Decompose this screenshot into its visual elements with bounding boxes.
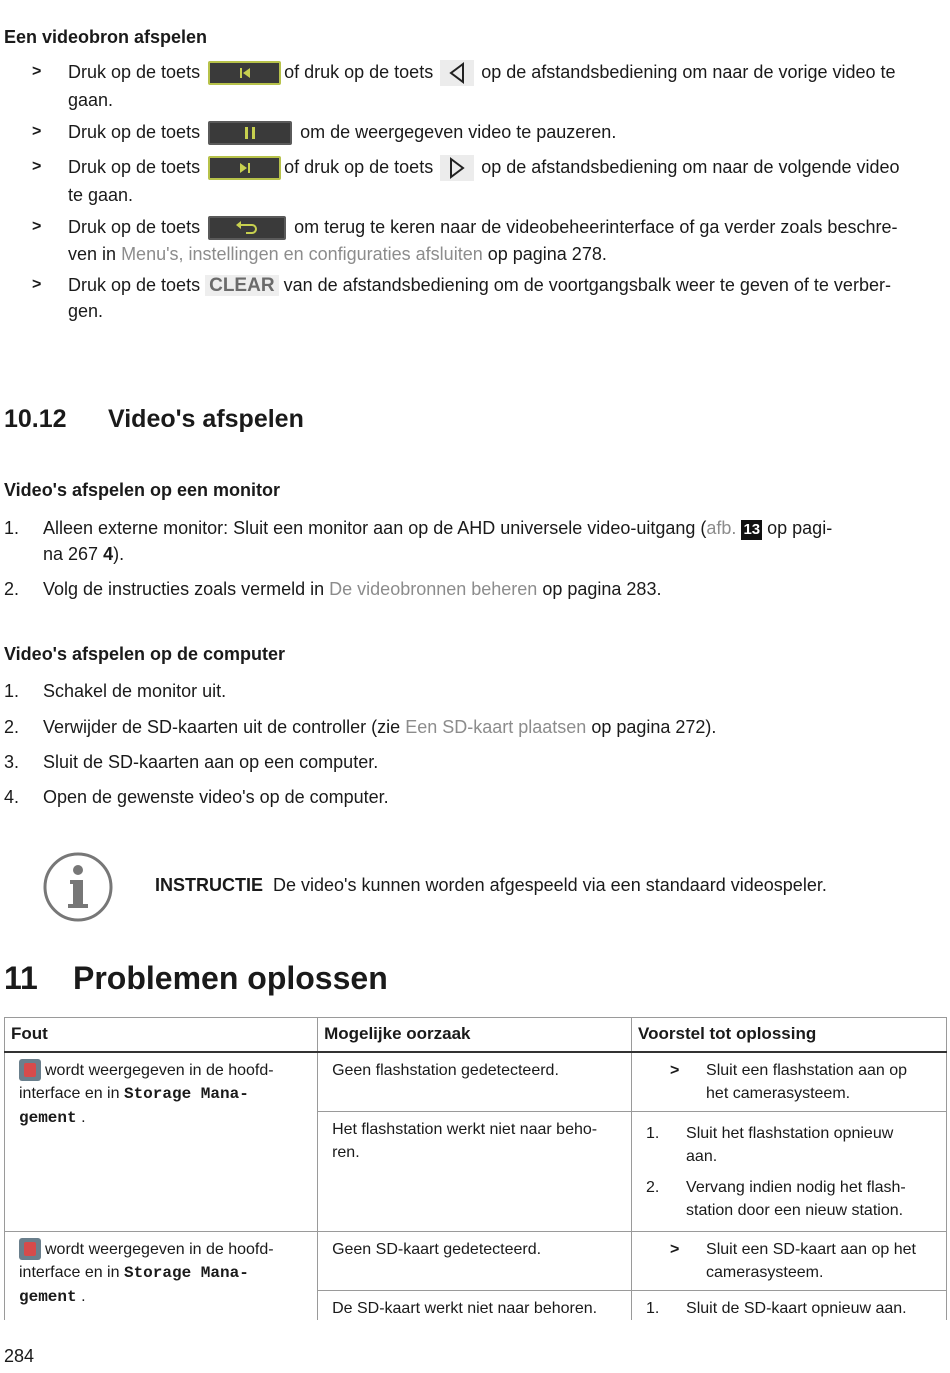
bullet-2-line-1 xyxy=(68,119,616,145)
text: Sluit een SD-kaart aan op het camerasysteem. xyxy=(706,1240,916,1281)
text: Druk op de toets xyxy=(68,275,201,295)
text: Alleen externe monitor: Sluit een monitor aan op de AHD universele video-uitgang ( xyxy=(43,518,707,538)
text: op pagina 283. xyxy=(542,579,662,599)
text: ven in xyxy=(68,244,117,264)
text: Het flashstation werkt niet naar beho-ren. xyxy=(332,1120,598,1161)
troubleshooting-table xyxy=(4,1017,947,1327)
text: op de afstandsbediening om naar de vorige video te xyxy=(481,62,896,82)
note-text: De video's kunnen worden afgespeeld via een standaard videospeler. xyxy=(273,875,827,895)
back-button-icon xyxy=(208,216,286,240)
text: Druk op de toets xyxy=(68,62,201,82)
bullet-marker: > xyxy=(670,1240,680,1258)
solution-cell xyxy=(632,1111,947,1231)
text: na 267 xyxy=(43,544,99,564)
bullet-marker: > xyxy=(670,1061,680,1079)
text: wordt weergegeven in de hoofd- xyxy=(45,1061,274,1079)
next-video-button-icon xyxy=(208,156,281,180)
remote-right-arrow-icon xyxy=(440,155,474,181)
bullet-marker: > xyxy=(32,63,42,80)
list-number: 2. xyxy=(4,579,20,599)
column-header-fout: Fout xyxy=(5,1018,318,1052)
table-row xyxy=(5,1231,947,1290)
fout-cell-flashstation xyxy=(5,1052,318,1232)
text: op pagina 278. xyxy=(487,244,607,264)
monitor-step-2 xyxy=(43,576,661,602)
text: op pagina 272). xyxy=(591,717,717,737)
text: of druk op de toets xyxy=(284,62,434,82)
link-videobronnen-beheren[interactable]: De videobronnen beheren xyxy=(329,579,538,599)
previous-video-button-icon xyxy=(208,61,281,85)
computer-step-2 xyxy=(43,714,716,740)
list-number: 1. xyxy=(4,681,20,701)
list-number: 1. xyxy=(4,518,20,538)
text: Sluit een flashstation aan op het camerasysteem. xyxy=(706,1061,908,1102)
fout-cell-sdkaart xyxy=(5,1231,318,1326)
monitor-step-1-line-2 xyxy=(43,541,124,567)
bullet-1-line-1 xyxy=(68,59,896,86)
bullet-marker: > xyxy=(32,123,42,140)
bullet-4-line-2 xyxy=(68,241,607,267)
list-number: 1. xyxy=(646,1124,660,1142)
cause-cell: Geen flashstation gedetecteerd. xyxy=(318,1052,632,1112)
section-title: Video's afspelen xyxy=(108,405,304,433)
computer-step-4: Open de gewenste video's op de computer. xyxy=(43,787,389,807)
list-number: 3. xyxy=(4,752,20,772)
list-number: 2. xyxy=(646,1178,660,1196)
table-row xyxy=(5,1052,947,1112)
subheading-videobron: Een videobron afspelen xyxy=(4,27,208,47)
link-menus-afsluiten[interactable]: Menu's, instellingen en configuraties afsluiten xyxy=(121,244,483,264)
page-number: 284 xyxy=(4,1346,35,1366)
text: wordt weergegeven in de hoofd- xyxy=(45,1240,274,1258)
cause-cell xyxy=(318,1111,632,1231)
flash-drive-error-icon xyxy=(19,1059,41,1081)
text: Verwijder de SD-kaarten uit de controller (zie xyxy=(43,717,401,737)
bullet-marker: > xyxy=(32,218,42,235)
note xyxy=(155,875,827,896)
bullet-3-line-1 xyxy=(68,154,900,181)
chapter-number: 11 xyxy=(4,960,38,996)
sd-card-error-icon xyxy=(19,1238,41,1260)
bullet-marker: > xyxy=(32,276,42,293)
list-number: 1. xyxy=(646,1299,660,1317)
text: op de afstandsbediening om naar de volgende video xyxy=(481,157,900,177)
info-icon xyxy=(42,851,114,923)
text: . xyxy=(81,1287,86,1305)
clear-key-label: CLEAR xyxy=(205,275,278,296)
text: op pagi- xyxy=(767,518,833,538)
text: Storage Mana- xyxy=(123,1263,249,1282)
bullet-4-line-1 xyxy=(68,214,897,240)
text: Volg de instructies zoals vermeld in xyxy=(43,579,325,599)
bullet-5-line-1 xyxy=(68,272,891,299)
text: Druk op de toets xyxy=(68,217,201,237)
text: Druk op de toets xyxy=(68,157,201,177)
text: gement xyxy=(19,1108,77,1127)
column-header-oorzaak: Mogelijke oorzaak xyxy=(318,1018,632,1052)
pause-button-icon xyxy=(208,121,292,145)
page-footer-area xyxy=(0,1320,950,1373)
cause-cell: De SD-kaart werkt niet naar behoren. xyxy=(318,1290,632,1326)
solution-cell xyxy=(632,1231,947,1290)
text: . xyxy=(81,1108,86,1126)
bullet-3-line-2: te gaan. xyxy=(68,185,134,205)
text: om terug te keren naar de videobeheerinterface of ga verder zoals beschre- xyxy=(294,217,898,237)
text: gement xyxy=(19,1287,77,1306)
list-number: 4. xyxy=(4,787,20,807)
chapter-title: Problemen oplossen xyxy=(73,960,388,996)
text: 4 xyxy=(103,544,114,564)
text: interface en in xyxy=(19,1084,120,1102)
remote-left-arrow-icon xyxy=(440,60,474,86)
text: Storage Mana- xyxy=(123,1084,249,1103)
text: Sluit de SD-kaart opnieuw aan. xyxy=(686,1299,907,1317)
bullet-marker: > xyxy=(32,158,42,175)
bullet-1-line-2: gaan. xyxy=(68,90,114,110)
computer-step-1: Schakel de monitor uit. xyxy=(43,681,227,701)
text: of druk op de toets xyxy=(284,157,434,177)
list-number: 2. xyxy=(4,717,20,737)
monitor-step-1-line-1 xyxy=(43,515,832,541)
subheading-monitor: Video's afspelen op een monitor xyxy=(4,480,281,500)
computer-step-3: Sluit de SD-kaarten aan op een computer. xyxy=(43,752,379,772)
column-header-oplossing: Voorstel tot oplossing xyxy=(632,1018,947,1052)
text: ). xyxy=(113,544,125,564)
text: van de afstandsbediening om de voortgangsbalk weer te geven of te verber- xyxy=(283,275,891,295)
text: interface en in xyxy=(19,1263,120,1281)
section-number: 10.12 xyxy=(4,405,67,433)
text: Druk op de toets xyxy=(68,122,201,142)
text: Sluit het flashstation opnieuw aan. xyxy=(686,1124,894,1165)
note-label: INSTRUCTIE xyxy=(155,875,263,895)
figure-badge: 13 xyxy=(743,521,761,538)
cause-cell: Geen SD-kaart gedetecteerd. xyxy=(318,1231,632,1290)
bullet-5-line-2: gen. xyxy=(68,301,104,321)
text: Vervang indien nodig het flash-station door een nieuw station. xyxy=(686,1178,906,1219)
text: om de weergegeven video te pauzeren. xyxy=(300,122,617,142)
solution-cell xyxy=(632,1052,947,1112)
table-header-row xyxy=(5,1018,947,1052)
link-sd-kaart-plaatsen[interactable]: Een SD-kaart plaatsen xyxy=(405,717,587,737)
subheading-computer: Video's afspelen op de computer xyxy=(4,644,286,664)
link-afb[interactable]: afb. xyxy=(706,518,737,538)
